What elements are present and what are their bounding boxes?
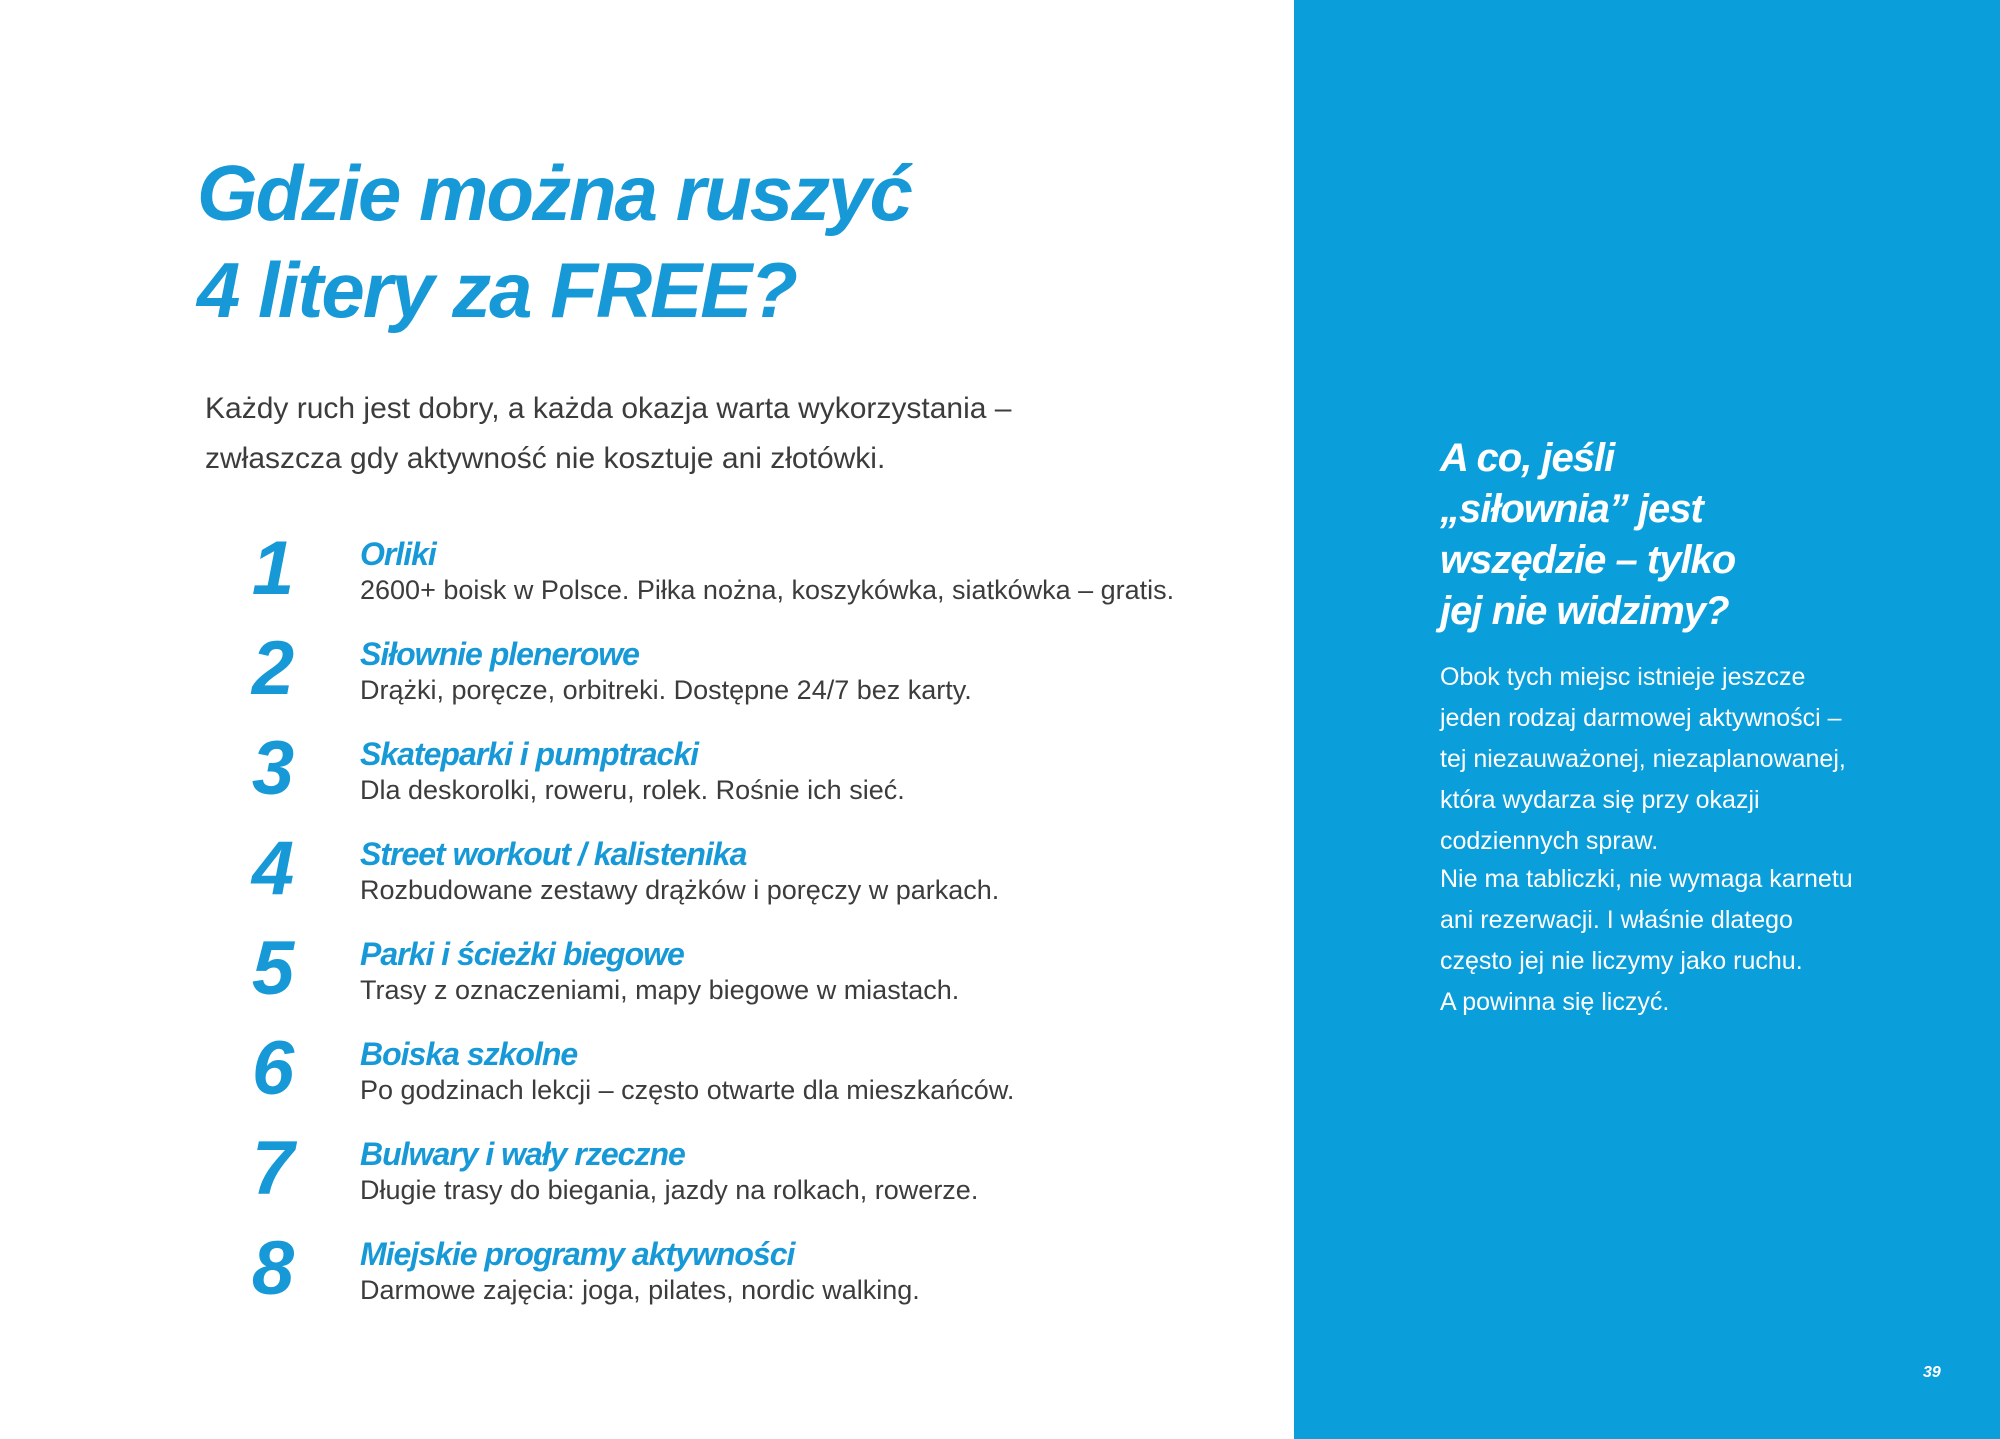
- sidebar-paragraph: [1440, 859, 1853, 1023]
- intro-line: Każdy ruch jest dobry, a każda okazja warta wykorzystania –: [205, 392, 1012, 425]
- item-body: [360, 1135, 1294, 1207]
- page-title-line: 4 litery za FREE?: [197, 246, 796, 334]
- item-title: Bulwary i wały rzeczne: [360, 1136, 685, 1172]
- intro-text: [205, 384, 1011, 484]
- item-description: Dla deskorolki, roweru, rolek. Rośnie ich sieć.: [360, 775, 905, 805]
- item-title: Boiska szkolne: [360, 1036, 578, 1072]
- item-title: Miejskie programy aktywności: [360, 1236, 795, 1272]
- item-number: 1: [251, 526, 293, 611]
- sidebar-heading-line: jej nie widzimy?: [1440, 589, 1729, 633]
- paragraph-line: tej niezauważonej, niezaplanowanej,: [1440, 745, 1846, 773]
- item-title: Orliki: [360, 536, 436, 572]
- item-body: [360, 735, 1294, 807]
- list-item: [0, 1226, 1294, 1335]
- list-item: [0, 1126, 1294, 1235]
- sidebar-heading-line: „siłownia” jest: [1440, 487, 1703, 531]
- item-description: Drążki, poręcze, orbitreki. Dostępne 24/7 bez karty.: [360, 675, 972, 705]
- paragraph-line: codziennych spraw.: [1440, 827, 1659, 855]
- item-number: 5: [251, 926, 293, 1011]
- paragraph-line: jeden rodzaj darmowej aktywności –: [1440, 704, 1842, 732]
- sidebar-heading: [1440, 433, 1735, 637]
- sidebar-paragraph: [1440, 657, 1846, 862]
- sidebar-heading-line: A co, jeśli: [1440, 436, 1615, 480]
- list-item: [0, 826, 1294, 935]
- sidebar-panel: [1294, 0, 2000, 1439]
- list-item: [0, 726, 1294, 835]
- item-number: 8: [251, 1226, 293, 1311]
- list-item: [0, 1026, 1294, 1135]
- paragraph-line: często jej nie liczymy jako ruchu.: [1440, 947, 1803, 975]
- item-title: Skateparki i pumptracki: [360, 736, 699, 772]
- paragraph-line: ani rezerwacji. I właśnie dlatego: [1440, 906, 1793, 934]
- item-description: Rozbudowane zestawy drążków i poręczy w parkach.: [360, 875, 1000, 905]
- intro-line: zwłaszcza gdy aktywność nie kosztuje ani złotówki.: [205, 442, 886, 475]
- item-body: [360, 935, 1294, 1007]
- page-number: 39: [1923, 1364, 1941, 1381]
- sidebar-heading-line: wszędzie – tylko: [1440, 538, 1736, 582]
- paragraph-line: która wydarza się przy okazji: [1440, 786, 1760, 814]
- paragraph-line: Obok tych miejsc istnieje jeszcze: [1440, 663, 1806, 691]
- item-number: 3: [251, 726, 293, 811]
- item-body: [360, 535, 1294, 607]
- page-title: [197, 145, 911, 339]
- item-description: Darmowe zajęcia: joga, pilates, nordic walking.: [360, 1275, 920, 1305]
- item-description: Długie trasy do biegania, jazdy na rolkach, rowerze.: [360, 1175, 979, 1205]
- item-body: [360, 635, 1294, 707]
- free-activities-list: [0, 526, 1294, 1335]
- item-body: [360, 835, 1294, 907]
- list-item: [0, 926, 1294, 1035]
- paragraph-line: Nie ma tabliczki, nie wymaga karnetu: [1440, 865, 1853, 893]
- item-title: Street workout / kalistenika: [360, 836, 747, 872]
- item-description: Trasy z oznaczeniami, mapy biegowe w miastach.: [360, 975, 960, 1005]
- item-body: [360, 1035, 1294, 1107]
- item-number: 2: [251, 626, 293, 711]
- item-number: 7: [251, 1126, 293, 1211]
- item-description: 2600+ boisk w Polsce. Piłka nożna, koszykówka, siatkówka – gratis.: [360, 575, 1175, 605]
- page-title-line: Gdzie można ruszyć: [197, 149, 911, 237]
- item-description: Po godzinach lekcji – często otwarte dla mieszkańców.: [360, 1075, 1015, 1105]
- item-title: Parki i ścieżki biegowe: [360, 936, 684, 972]
- list-item: [0, 626, 1294, 735]
- item-number: 6: [251, 1026, 293, 1111]
- item-title: Siłownie plenerowe: [360, 636, 639, 672]
- paragraph-line: A powinna się liczyć.: [1440, 988, 1670, 1016]
- item-body: [360, 1235, 1294, 1307]
- item-number: 4: [251, 826, 293, 911]
- list-item: [0, 526, 1294, 635]
